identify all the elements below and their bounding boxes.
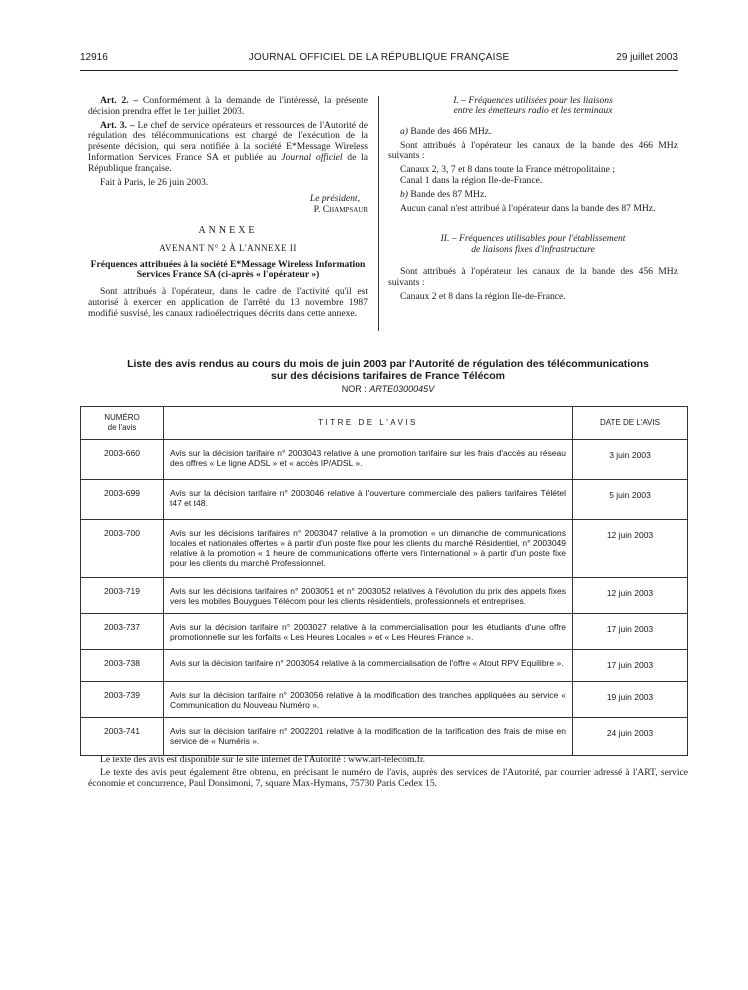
frequencies-text: Sont attribués à l'opérateur, dans le cadre de l'activité qu'il est autorisé à exercer en application de l'arrêté du 13 novembre 1987 modifié susvisé, les canaux radioélectriques décrits dans cette annexe. bbox=[88, 286, 368, 319]
avis-date: 5 juin 2003 bbox=[573, 480, 688, 520]
column-divider bbox=[378, 96, 379, 331]
header-rule bbox=[80, 70, 678, 71]
band-b bbox=[388, 190, 678, 201]
channels-france: Canaux 2, 3, 7 et 8 dans toute la France métropolitaine ; bbox=[400, 164, 616, 176]
article-2-text: Conformément à la demande de l'intéressé, la présente décision prendra effet le 1er juillet 2003. bbox=[88, 95, 368, 117]
article-3-journal: Journal officiel bbox=[281, 151, 343, 163]
avis-number: 2003-719 bbox=[81, 578, 164, 614]
band-a bbox=[388, 127, 678, 138]
avis-number: 2003-739 bbox=[81, 682, 164, 718]
footer-contact: Le texte des avis peut également être obtenu, en précisant le numéro de l'avis, auprès des services de l'Autorité, par courrier adressé à l'ART, service économie et concurrence, Paul Donsimoni, 7, square Max-Hymans, 75730 Paris Cedex 15. bbox=[88, 767, 688, 789]
band-a-label: a) bbox=[400, 125, 408, 137]
avis-title: Avis sur les décisions tarifaires n° 2003051 et n° 2003052 relatives à l'évolution du prix des appels fixes vers les mobiles Bouygues Télécom pour les clients résidentiels, professionnels et entreprises. bbox=[164, 578, 573, 614]
table-row bbox=[81, 614, 688, 650]
avis-title: Avis sur la décision tarifaire n° 2003054 relative à la commercialisation de l'offre « Atout RPV Equilibre ». bbox=[164, 650, 573, 682]
channels-456: Canaux 2 et 8 dans la région Ile-de-France. bbox=[400, 290, 566, 302]
section-2-paragraph: Sont attribués à l'opérateur les canaux de la bande des 456 MHz suivants : bbox=[388, 266, 678, 288]
signer-title: Le président, bbox=[309, 193, 360, 205]
annexe-heading: ANNEXE bbox=[198, 224, 258, 236]
table-row bbox=[81, 480, 688, 520]
article-2-label: Art. 2. – bbox=[100, 95, 139, 106]
column-header-date: DATE DE L'AVIS bbox=[573, 407, 688, 440]
list-title bbox=[88, 358, 688, 382]
band-a-paragraph: Sont attribués à l'opérateur les canaux de la bande des 466 MHz suivants : bbox=[388, 139, 678, 162]
column-header-title: TITRE DE L'AVIS bbox=[164, 407, 573, 440]
article-3-text-a: Le chef de service opérateurs et ressources de l'Autorité de régulation des télécommunications est chargé de l'exécution de la présente décision, qui sera notifiée à la société E*Message Wireless Information Services France SA et publiée au bbox=[88, 119, 368, 163]
table-header-row bbox=[81, 407, 688, 440]
issue-date: 29 juillet 2003 bbox=[616, 52, 678, 63]
nor-reference bbox=[88, 384, 688, 394]
table-row bbox=[81, 682, 688, 718]
signer-name: P. Champsaur bbox=[313, 204, 368, 216]
avis-number: 2003-660 bbox=[81, 440, 164, 480]
avis-date: 19 juin 2003 bbox=[573, 682, 688, 718]
avis-title: Avis sur les décisions tarifaires n° 2003047 relative à la promotion « un dimanche de communications locales et nationales offertes » à partir d'un poste fixe pour les clients du marché Résidentiel, n° 2003049 relative à la promotion « 1 heure de communications offerte vers l'international » à partir d'un poste fixe pour les clients du marché Professionnel. bbox=[164, 520, 573, 578]
avis-table bbox=[80, 406, 688, 756]
section-2-line-1: II. – Fréquences utilisables pour l'établissement bbox=[440, 233, 626, 245]
avis-number: 2003-741 bbox=[81, 718, 164, 756]
channel-ile-de-france: Canal 1 dans la région Ile-de-France. bbox=[400, 175, 543, 186]
table-row bbox=[81, 520, 688, 578]
nor-value: ARTE0300045V bbox=[369, 384, 435, 394]
band-b-label: b) bbox=[400, 188, 408, 200]
list-title-line-1: Liste des avis rendus au cours du mois de juin 2003 par l'Autorité de régulation des télécommunications bbox=[127, 358, 649, 370]
avis-number: 2003-700 bbox=[81, 520, 164, 578]
avis-date: 12 juin 2003 bbox=[573, 520, 688, 578]
section-2-heading bbox=[388, 234, 678, 255]
avis-number: 2003-738 bbox=[81, 650, 164, 682]
avis-date: 3 juin 2003 bbox=[573, 440, 688, 480]
avis-title: Avis sur la décision tarifaire n° 2003027 relative à la commercialisation pour les étudiants d'une offre promotionnelle sur les forfaits « Les Heures Locales » et « Les Heures France ». bbox=[164, 614, 573, 650]
journal-title: JOURNAL OFFICIEL DE LA RÉPUBLIQUE FRANÇAISE bbox=[248, 52, 510, 63]
avis-title: Avis sur la décision tarifaire n° 2002201 relative à la modification de la tarification des frais de mise en service de « Numéris ». bbox=[164, 718, 573, 756]
article-3 bbox=[88, 121, 368, 175]
section-1-heading bbox=[388, 96, 678, 117]
section-1-line-1: I. – Fréquences utilisées pour les liaisons bbox=[453, 95, 613, 106]
number-header-line-2: de l'avis bbox=[107, 423, 137, 432]
fait-a-paris: Fait à Paris, le 26 juin 2003. bbox=[100, 176, 209, 188]
avis-title: Avis sur la décision tarifaire n° 2003056 relative à la modification des tranches appliquées au service « Communication du Nouveau Numéro ». bbox=[164, 682, 573, 718]
avis-date: 17 juin 2003 bbox=[573, 614, 688, 650]
article-3-label: Art. 3. – bbox=[100, 119, 135, 131]
page-number: 12916 bbox=[80, 52, 108, 63]
band-b-text: Bande des 87 MHz. bbox=[410, 188, 487, 200]
section-1-line-2: entre les émetteurs radio et les terminaux bbox=[453, 105, 613, 117]
number-header-line-1: NUMÉRO bbox=[104, 413, 140, 422]
column-header-number bbox=[81, 407, 164, 440]
avis-date: 12 juin 2003 bbox=[573, 578, 688, 614]
avis-number: 2003-737 bbox=[81, 614, 164, 650]
table-row bbox=[81, 650, 688, 682]
section-2-line-2: de liaisons fixes d'infrastructure bbox=[471, 243, 595, 255]
footer-availability: Le texte des avis est disponible sur le site internet de l'Autorité : www.art-telecom.fr. bbox=[100, 754, 426, 765]
article-2 bbox=[88, 96, 368, 118]
avis-number: 2003-699 bbox=[81, 480, 164, 520]
avenant-heading: AVENANT N° 2 À L'ANNEXE II bbox=[159, 242, 297, 253]
avis-date: 24 juin 2003 bbox=[573, 718, 688, 756]
table-row bbox=[81, 440, 688, 480]
article-3-text-b: de la République française. bbox=[88, 151, 368, 174]
avis-title: Avis sur la décision tarifaire n° 2003046 relative à l'ouverture commerciale des paliers tarifaires Télétel t47 et t48. bbox=[164, 480, 573, 520]
running-header bbox=[80, 52, 678, 66]
avis-title: Avis sur la décision tarifaire n° 2003043 relative à une promotion tarifaire sur les frais d'accès au réseau des offres « Le ligne ADSL » et « accès IP/ADSL ». bbox=[164, 440, 573, 480]
band-a-text: Bande des 466 MHz. bbox=[410, 125, 492, 137]
nor-label: NOR : bbox=[341, 384, 367, 394]
table-row bbox=[81, 578, 688, 614]
list-title-line-2: sur des décisions tarifaires de France Télécom bbox=[270, 370, 505, 382]
avis-date: 17 juin 2003 bbox=[573, 650, 688, 682]
frequencies-title: Fréquences attribuées à la société E*Message Wireless Information Services France SA (ci-après « l'opérateur ») bbox=[90, 258, 366, 281]
band-b-paragraph: Aucun canal n'est attribué à l'opérateur dans la bande des 87 MHz. bbox=[400, 202, 656, 214]
left-column bbox=[88, 96, 368, 323]
right-column bbox=[388, 96, 678, 306]
table-row bbox=[81, 718, 688, 756]
